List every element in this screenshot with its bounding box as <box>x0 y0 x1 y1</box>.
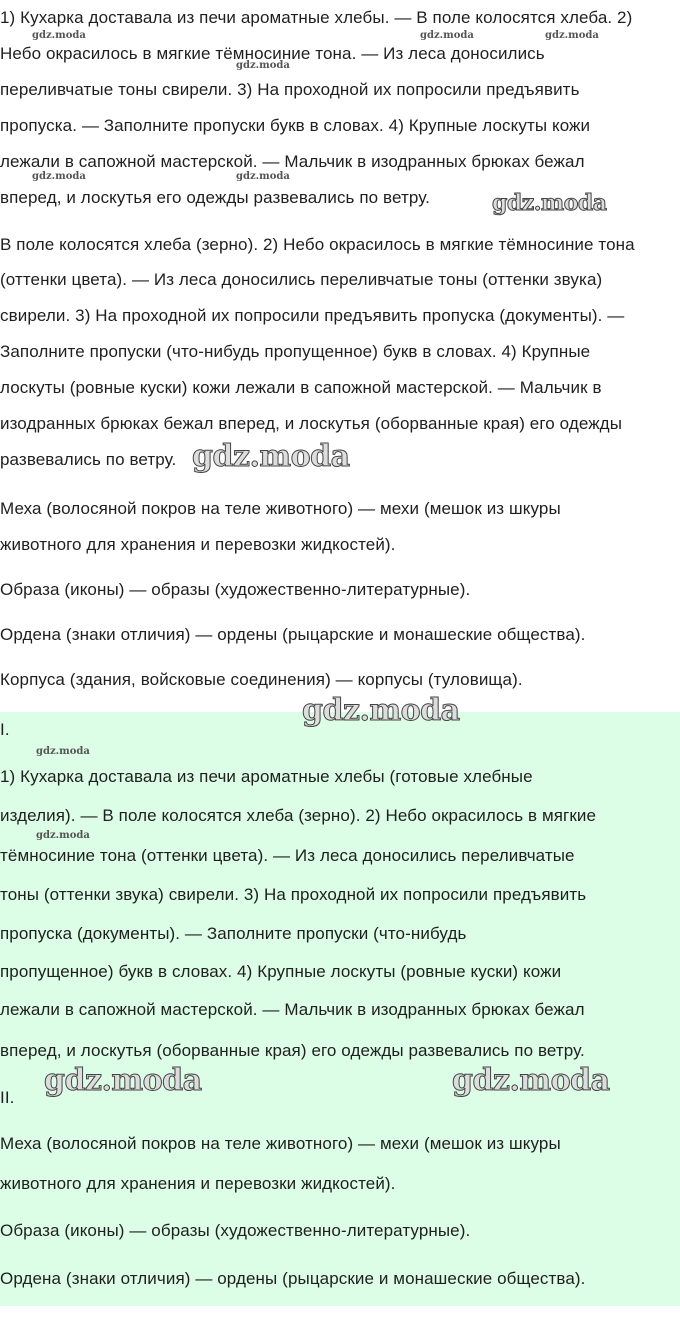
text-line: лежали в сапожной мастерской. — Мальчик в изодранных брюках бежал <box>0 1000 585 1019</box>
watermark: gdz.moda <box>236 60 290 71</box>
text-line: Небо окрасилось в мягкие тёмносиние тона. — Из леса доносились <box>0 44 545 63</box>
text-line: Ордена (знаки отличия) — ордены (рыцарские и монашеские общества). <box>0 1269 586 1288</box>
text-line: В поле колосятся хлеба (зерно). 2) Небо окрасилось в мягкие тёмносиние тона <box>0 235 635 254</box>
text-line: Меха (волосяной покров на теле животного) — мехи (мешок из шкуры <box>0 499 561 518</box>
text-line: тёмносиние тона (оттенки цвета). — Из леса доносились переливчатые <box>0 846 575 865</box>
text-line: Образа (иконы) — образы (художественно-литературные). <box>0 580 471 599</box>
text-line: Заполните пропуски (что-нибудь пропущенное) букв в словах. 4) Крупные <box>0 342 591 361</box>
watermark: gdz.moda <box>192 439 350 474</box>
section-heading: II. <box>0 1088 15 1107</box>
watermark: gdz.moda <box>236 171 290 182</box>
text-line: Меха (волосяной покров на теле животного) — мехи (мешок из шкуры <box>0 1134 561 1153</box>
text-line: Образа (иконы) — образы (художественно-литературные). <box>0 1221 471 1240</box>
section-heading: I. <box>0 720 10 739</box>
watermark: gdz.moda <box>302 693 460 728</box>
text-line: пропуска (документы). — Заполните пропуски (что-нибудь <box>0 924 467 943</box>
text-line: переливчатые тоны свирели. 3) На проходной их попросили предъявить <box>0 80 580 99</box>
text-line: Корпуса (здания, войсковые соединения) — корпусы (туловища). <box>0 670 523 689</box>
text-line: пропуска. — Заполните пропуски букв в словах. 4) Крупные лоскуты кожи <box>0 116 591 135</box>
watermark: gdz.moda <box>32 171 86 182</box>
text-line: изделия). — В поле колосятся хлеба (зерно). 2) Небо окрасилось в мягкие <box>0 806 597 825</box>
watermark: gdz.moda <box>420 30 474 41</box>
text-line: изодранных брюках бежал вперед, и лоскутья (оборванные края) его одежды <box>0 414 623 433</box>
watermark: gdz.moda <box>44 1063 202 1098</box>
text-line: 1) Кухарка доставала из печи ароматные хлебы (готовые хлебные <box>0 767 533 786</box>
text-line: вперед, и лоскутья его одежды развевались по ветру. <box>0 188 430 207</box>
text-line: вперед, и лоскутья (оборванные края) его одежды развевались по ветру. <box>0 1041 585 1060</box>
watermark: gdz.moda <box>36 746 90 757</box>
watermark: gdz.moda <box>492 190 607 216</box>
text-line: пропущенное) букв в словах. 4) Крупные лоскуты (ровные куски) кожи <box>0 962 562 981</box>
watermark: gdz.moda <box>452 1063 610 1098</box>
text-line: животного для хранения и перевозки жидкостей). <box>0 1174 396 1193</box>
text-line: 1) Кухарка доставала из печи ароматные хлебы. — В поле колосятся хлеба. 2) <box>0 8 633 27</box>
text-line: животного для хранения и перевозки жидкостей). <box>0 535 396 554</box>
text-line: Ордена (знаки отличия) — ордены (рыцарские и монашеские общества). <box>0 625 586 644</box>
text-line: развевались по ветру. <box>0 450 177 469</box>
watermark: gdz.moda <box>32 30 86 41</box>
text-line: свирели. 3) На проходной их попросили предъявить пропуска (документы). — <box>0 306 625 325</box>
text-line: лоскуты (ровные куски) кожи лежали в сапожной мастерской. — Мальчик в <box>0 378 602 397</box>
watermark: gdz.moda <box>36 830 90 841</box>
watermark: gdz.moda <box>545 30 599 41</box>
text-line: тоны (оттенки звука) свирели. 3) На проходной их попросили предъявить <box>0 885 587 904</box>
text-line: (оттенки цвета). — Из леса доносились переливчатые тоны (оттенки звука) <box>0 270 603 289</box>
text-line: лежали в сапожной мастерской. — Мальчик в изодранных брюках бежал <box>0 152 585 171</box>
